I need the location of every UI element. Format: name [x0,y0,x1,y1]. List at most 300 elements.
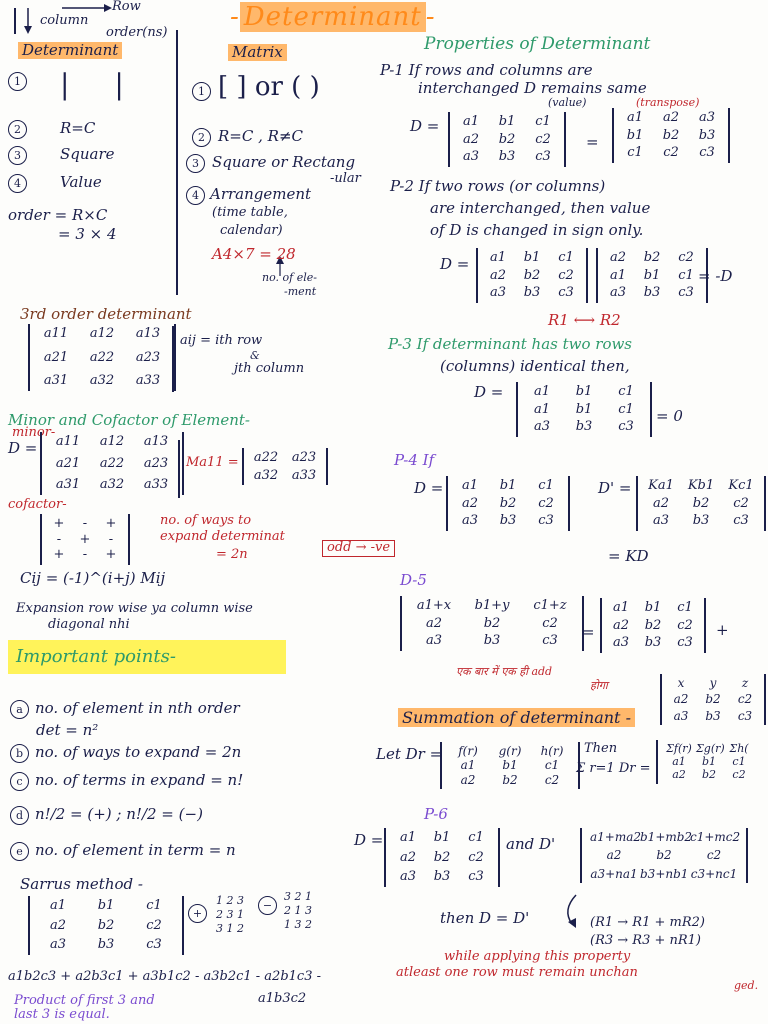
p2-matrix-right [596,248,708,303]
matrix-entry: - [82,547,88,563]
matrix-entry: a21 [43,349,69,365]
matrix-entry: a1 [626,110,644,125]
matrix-entry: c1 [468,830,484,845]
matrix-entry: b2 [498,131,516,147]
matrix-entry: b3 [483,633,501,649]
matrix-entry: + [79,531,91,547]
matrix-entry: Ka1 [648,478,674,493]
sarrus-minus-rows [284,890,312,931]
matrix-entry: b2 [701,768,717,782]
matrix-entry: b1 [433,830,451,845]
matrix-brackets: [ ] or ( ) [218,72,320,102]
matrix-entry: b3 [97,937,115,953]
aij-line1: aij = ith row [180,333,263,348]
matrix-entry: a1+x [416,598,452,613]
matrix-entry: a3 [49,937,67,953]
matrix-entry: a2 [612,617,630,633]
matrix-entry: a1 [49,898,67,913]
matrix-entry: b3 [644,635,662,651]
p2-D: D = [440,255,470,273]
matrix-item-2-text: R=C , R≠C [218,127,303,145]
p5-matrix-left [400,596,584,651]
matrix-entry: a3 [533,419,551,435]
minus-circle-icon: − [258,896,277,915]
minor-matrix [40,432,184,495]
sarrus-plus [188,904,213,923]
important-d [10,806,203,825]
number-2-icon: 2 [8,120,27,139]
matrix-entry: a33 [135,373,161,389]
minor-Ma11: Ma11 = [186,455,239,470]
matrix-entry: b1 [575,401,593,417]
matrix-entry: b2 [523,267,541,283]
matrix-entry: c1+z [533,598,567,613]
important-e [10,842,236,861]
ways-line2: expand determinat [160,529,285,544]
matrix-entry: c2 [663,145,679,161]
matrix-a47: A4×7 = 28 [212,245,296,263]
matrix-item-1 [192,82,217,101]
matrix-entry: c3 [558,285,574,301]
matrix-entry: c1 [538,478,554,493]
summation-result-matrix [656,740,752,784]
matrix-entry: a3 [399,869,417,885]
p1-matrix-right [612,108,730,163]
matrix-entry: a1 [609,267,627,283]
matrix-entry: c1 [146,898,162,913]
matrix-entry: c2 [535,131,551,147]
matrix-entry: Σf(r) [666,742,692,755]
aij-line3: jth column [234,361,305,376]
det-item-2-text: R=C [60,119,96,137]
important-e-text: no. of element in term = n [35,841,236,859]
order-line-2: = 3 × 4 [58,225,117,243]
matrix-entry: Σh( [729,742,749,755]
summation-dr-matrix [440,742,580,789]
plus-circle-icon: + [188,904,207,923]
matrix-entry: b1+mb2 [640,830,693,844]
matrix-entry: b1 [701,755,717,769]
matrix-entry: a2 [462,131,480,147]
order-label: order(ns) [106,25,168,40]
matrix-entry: a2 [489,267,507,283]
matrix-entry: a23 [135,349,161,365]
matrix-entry: c3 [146,937,162,953]
minor-divider [178,440,180,498]
matrix-entry: a13 [143,434,169,449]
p1-matrix-left [448,112,566,167]
minor-heading: Minor and Cofactor of Element- [8,411,250,429]
matrix-entry: b3 [575,419,593,435]
matrix-entry: a11 [43,326,69,341]
matrix-entry: a12 [99,434,125,449]
matrix-entry: a2 [606,848,622,863]
det-item-3-text: Square [60,145,115,163]
p4-matrix-left [446,476,570,531]
matrix-entry: c1 [618,384,634,399]
summation-let: Let Dr = [376,745,443,763]
matrix-entry: a13 [135,326,161,341]
page-title: - Determinant - [230,2,436,32]
matrix-entry: z [741,676,749,690]
p6-and: and D' [506,835,556,853]
matrix-entry: c3 [678,285,694,301]
matrix-entry: g(r) [498,744,522,758]
matrix-entry: b1 [499,478,517,493]
order-line-1: order = R×C [8,206,108,224]
third-order-heading: 3rd order determinant [20,305,192,323]
matrix-entry: y [709,676,717,690]
p6-matrix-right [580,828,748,883]
product-line2: last 3 is equal. [14,1007,110,1022]
properties-heading: Properties of Determinant [424,34,651,54]
p1-value: (value) [548,96,587,109]
matrix-entry: c1 [535,114,551,129]
matrix-entry: a2 [673,692,689,707]
column-label: column [40,13,89,28]
number-3-icon: 3 [186,154,205,173]
det-bars-symbol: | | [60,68,142,101]
sarrus-plus-row: 3 1 2 [216,921,244,935]
row-label: Row [112,0,141,14]
matrix-entry: c2 [677,617,693,633]
matrix-entry: b2 [644,617,662,633]
matrix-entry: c1 [732,755,746,769]
sarrus-minus-row: 1 3 2 [284,917,312,931]
sarrus-minus-row: 3 2 1 [284,890,312,903]
minor-m-matrix [242,448,328,485]
matrix-entry: c2 [733,495,749,511]
matrix-entry: c2 [678,250,694,265]
matrix-entry: + [105,547,117,563]
p1-D: D = [410,117,440,135]
matrix-entry: a33 [143,477,169,493]
matrix-entry: a2 [662,110,680,125]
matrix-entry: a1 [462,114,480,129]
sarrus-minus [258,896,283,915]
matrix-entry: b1 [643,267,661,283]
det-item-4 [8,174,33,193]
matrix-entry: a3 [425,633,443,649]
matrix-entry: a1+ma2 [590,830,642,844]
matrix-entry: h(r) [540,744,564,758]
matrix-entry: c1 [618,401,634,417]
matrix-entry: a1 [489,250,507,265]
matrix-entry: a12 [89,326,115,341]
sarrus-plus-row: 1 2 3 [216,894,244,907]
p6-note-line2: atleast one row must remain unchan [396,965,638,980]
matrix-entry: b3 [523,285,541,301]
third-order-matrix [28,324,176,391]
matrix-item-4-line1: Arrangement [210,185,312,203]
sarrus-formula: a1b2c3 + a2b3c1 + a3b1c2 - a3b2c1 - a2b1c3 - [8,969,321,984]
matrix-item-3-line1: Square or Rectang [212,153,356,171]
matrix-entry: c1 [558,250,574,265]
matrix-entry: a1 [399,830,417,845]
important-d-text: n!/2 = (+) ; n!/2 = (−) [35,805,203,823]
matrix-entry: b3 [692,513,710,529]
matrix-entry: a2 [425,615,443,631]
important-a [10,700,240,719]
matrix-entry: a3 [489,285,507,301]
p1-line1: P-1 If rows and columns are [380,61,593,79]
matrix-entry: a2 [49,917,67,933]
p3-result: = 0 [656,407,683,425]
important-a-text: no. of element in nth order [35,699,240,717]
matrix-entry: b3+nb1 [640,866,689,881]
matrix-entry: c2 [544,772,560,787]
matrix-entry: Kb1 [687,478,715,493]
matrix-entry: c2 [146,917,162,933]
matrix-entry: b2 [499,495,517,511]
matrix-entry: a31 [55,477,81,493]
p1-eq: = [586,133,599,151]
matrix-entry: b2 [662,127,680,143]
matrix-entry: + [53,547,65,563]
matrix-entry: - [108,531,114,547]
matrix-entry: a2 [399,849,417,865]
minor-D: D = [8,439,38,457]
matrix-entry: c2 [542,615,558,631]
matrix-entry: b1+y [474,598,510,613]
matrix-entry: b3 [433,869,451,885]
number-1-icon: 1 [8,72,27,91]
matrix-entry: b1 [575,384,593,399]
p5-eq: = [582,623,595,641]
aij-line2: & [250,349,260,362]
matrix-entry: a1 [612,600,630,615]
p3-matrix [516,382,652,437]
odd-ve-box: odd → -ve [322,540,395,557]
matrix-entry: c2 [558,267,574,283]
p4-label: P-4 If [394,451,435,469]
matrix-entry: a22 [253,450,279,465]
p2-line2: are interchanged, then value [430,199,651,217]
matrix-entry: c1 [677,600,693,615]
matrix-entry: c3 [542,633,558,649]
cofactor-label: cofactor- [8,497,67,512]
matrix-entry: b1 [97,898,115,913]
p2-line1: P-2 If two rows (or columns) [390,177,606,195]
matrix-entry: a2 [460,772,476,787]
number-4-icon: 4 [8,174,27,193]
matrix-entry: b2 [692,495,710,511]
product-line1: Product of first 3 and [14,993,155,1008]
matrix-entry: b2 [705,692,721,707]
matrix-entry: c3 [468,869,484,885]
expansion-line2: diagonal nhi [48,617,130,632]
matrix-entry: + [53,516,65,531]
matrix-item-4 [186,186,211,205]
p4-matrix-right [636,476,766,531]
matrix-entry: c3 [677,635,693,651]
matrix-heading: Matrix [228,44,287,61]
ways-line3: = 2n [216,547,248,562]
expansion-line1: Expansion row wise ya column wise [16,601,253,616]
p6-matrix-left [384,828,500,887]
matrix-entry: b2 [433,849,451,865]
matrix-item-4-line3: calendar) [220,223,283,238]
matrix-entry: a31 [43,373,69,389]
matrix-entry: b1 [523,250,541,265]
matrix-entry: a32 [99,477,125,493]
matrix-note-line2: -ment [284,285,317,298]
cij-formula: Cij = (-1)^(i+j) Mij [20,569,166,587]
p6-label: P-6 [424,805,448,823]
p3-line1: P-3 If determinant has two rows [388,335,633,353]
matrix-entry: b2 [656,848,672,863]
matrix-entry: b1 [644,600,662,615]
matrix-entry: Kc1 [728,478,754,493]
matrix-entry: a32 [89,373,115,389]
summation-heading: Summation of determinant - [398,708,635,727]
matrix-entry: a2 [672,768,686,782]
matrix-item-2 [192,128,217,147]
matrix-entry: c2 [732,768,746,782]
matrix-entry: b2 [643,250,661,265]
number-1-icon: 1 [192,82,211,101]
letter-a-icon: a [10,700,29,719]
matrix-item-4-line2: (time table, [212,205,288,220]
summation-then-line1: Then [584,741,618,756]
p2-result: = -D [698,267,733,285]
important-b-text: no. of ways to expand = 2n [35,743,242,761]
matrix-entry: a23 [291,450,317,465]
p6-D: D = [354,831,384,849]
det-item-1 [8,72,33,91]
p1-line2: interchanged D remains same [418,79,647,97]
p6-then: then D = D' [440,909,530,927]
important-c [10,772,243,791]
p4-Dprime: D' = [598,479,632,497]
p5-plus: + [716,621,729,639]
matrix-entry: a23 [143,455,169,471]
matrix-entry: c3 [733,513,749,529]
important-b [10,744,241,763]
matrix-entry: a1 [460,758,476,773]
matrix-entry: a1 [533,384,551,399]
matrix-entry: a11 [55,434,81,449]
sarrus-plus-rows [216,894,244,935]
matrix-entry: c3 [618,419,634,435]
p5-label: D-5 [400,571,427,589]
p5-matrix-right [660,674,766,725]
det-item-2 [8,120,33,139]
number-2-icon: 2 [192,128,211,147]
matrix-entry: a3 [652,513,670,529]
number-3-icon: 3 [8,146,27,165]
matrix-entry: + [105,516,117,531]
matrix-entry: b1 [498,114,516,129]
matrix-entry: c1+mc2 [690,830,741,844]
sarrus-matrix [28,896,184,955]
det-item-4-text: Value [60,173,102,191]
matrix-note-line1: no. of ele- [262,271,317,284]
matrix-entry: b2 [483,615,501,631]
matrix-entry: b3 [499,513,517,529]
matrix-entry: b3 [705,708,721,723]
p4-result: = KD [608,547,649,565]
matrix-entry: b3 [643,285,661,301]
p3-line2: (columns) identical then, [440,357,630,375]
matrix-entry: c3 [699,145,715,161]
p5-note-line1: एक बार में एक ही add [456,665,553,678]
sarrus-formula-tail: a1b3c2 [258,991,307,1006]
matrix-entry: x [677,676,685,690]
matrix-entry: c3 [538,513,554,529]
matrix-entry: a3 [673,708,689,723]
matrix-entry: c1 [627,145,643,161]
matrix-entry: a2 [461,495,479,511]
p5-matrix-mid [600,598,706,653]
matrix-entry: b3 [498,149,516,165]
matrix-entry: - [82,516,88,531]
letter-d-icon: d [10,806,29,825]
third-order-divider [172,326,174,392]
det-item-3 [8,146,33,165]
determinant-heading: Determinant [18,42,122,59]
matrix-entry: b1 [626,127,644,143]
matrix-entry: a3 [609,285,627,301]
matrix-entry: c2 [538,495,554,511]
p6-note-line1: while applying this property [444,949,631,964]
matrix-entry: - [56,531,62,547]
matrix-entry: a21 [55,455,81,471]
p6-op2: (R3 → R3 + nR1) [590,933,702,948]
letter-e-icon: e [10,842,29,861]
ways-line1: no. of ways to [160,513,252,528]
sarrus-plus-row: 2 3 1 [216,907,244,921]
matrix-item-3-line2: -ular [330,171,361,186]
matrix-entry: a2 [609,250,627,265]
matrix-entry: a3 [698,110,716,125]
matrix-entry: c2 [468,849,484,865]
matrix-entry: c3 [535,149,551,165]
matrix-entry: c2 [737,692,753,707]
matrix-entry: c3+nc1 [690,866,738,881]
p6-op1: (R1 → R1 + mR2) [590,915,705,930]
matrix-entry: c3 [737,708,753,723]
matrix-entry: a1 [533,401,551,417]
important-c-text: no. of terms in expand = n! [35,771,244,789]
matrix-entry: b3 [698,127,716,143]
p4-D: D = [414,479,444,497]
matrix-entry: a1 [672,755,686,769]
matrix-entry: a3+na1 [590,866,638,881]
matrix-entry: c1 [678,267,694,283]
p6-note-tail: ged. [734,979,759,992]
number-4-icon: 4 [186,186,205,205]
letter-c-icon: c [10,772,29,791]
matrix-entry: b2 [97,917,115,933]
matrix-entry: b1 [502,758,518,773]
matrix-entry: a22 [99,455,125,471]
matrix-item-3 [186,154,211,173]
letter-b-icon: b [10,744,29,763]
matrix-entry: a1 [461,478,479,493]
important-a-line2: det = n² [36,721,99,739]
sarrus-minus-row: 2 1 3 [284,903,312,917]
matrix-entry: f(r) [458,744,478,758]
important-heading: Important points- [8,640,286,674]
matrix-entry: a3 [461,513,479,529]
summation-then-line2: Σ r=1 Dr = [576,761,651,776]
p3-D: D = [474,383,504,401]
p5-note-line2: होगा [590,679,608,692]
minor-label: minor- [12,425,56,440]
p1-transpose: (transpose) [636,96,700,109]
matrix-entry: a2 [652,495,670,511]
